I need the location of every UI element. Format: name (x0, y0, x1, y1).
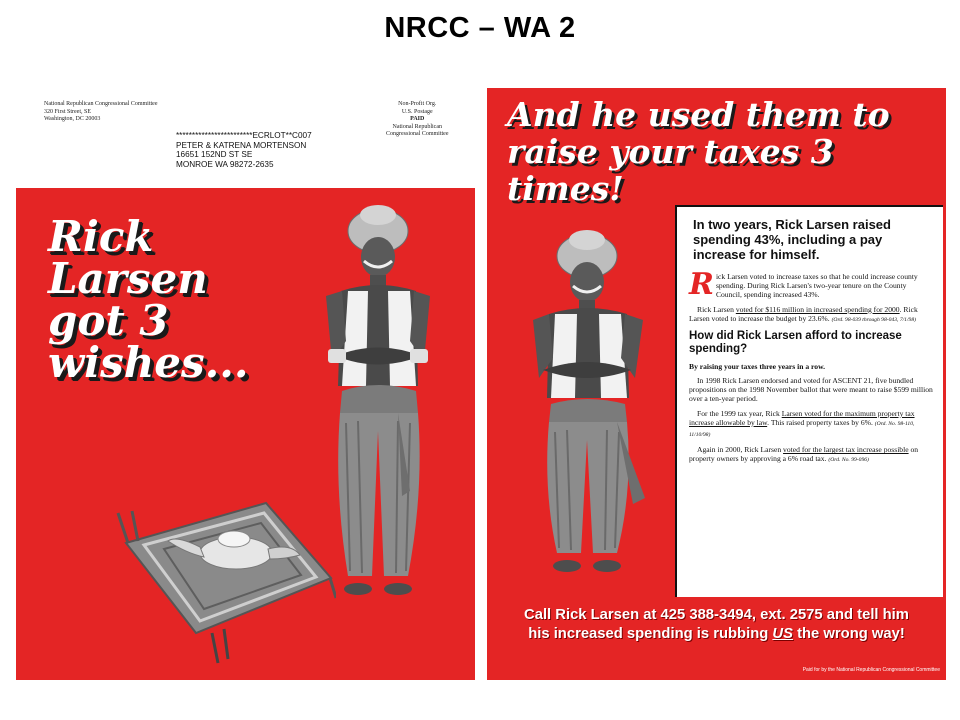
body-paragraph (689, 305, 933, 325)
cta-emphasis: US (772, 626, 793, 642)
cta-text: the wrong way! (792, 626, 905, 642)
cta-line: Call Rick Larsen at 425 388-3494, ext. 2575 and tell him (524, 607, 909, 623)
addressee-line: PETER & KATRENA MORTENSON (176, 140, 307, 150)
mailer-front-panel (16, 88, 475, 680)
back-headline-line: raise your taxes 3 (507, 132, 834, 171)
back-headline (507, 96, 946, 207)
return-address (44, 101, 157, 124)
addressee-block (176, 131, 312, 169)
addressee-line: ************************ECRLOT**C007 (176, 131, 312, 140)
postage-line: U.S. Postage (401, 108, 433, 115)
box-headline: In two years, Rick Larsen raised spending 43%, including a pay increase for himself. (693, 217, 891, 262)
postage-line: PAID (410, 116, 425, 122)
cta-line (487, 625, 946, 644)
slide-title: NRCC – WA 2 (384, 12, 576, 44)
return-address-line: 320 First Street, SE (44, 108, 92, 115)
ordinance-citation: (Ord. No. 98-110, 11/10/98) (689, 420, 915, 439)
paragraph-text: Again in 2000, Rick Larsen (697, 445, 784, 455)
body-paragraph (689, 445, 933, 465)
paragraph-text: . Rick Larsen voted to increase the budget by 23.6%. (689, 304, 918, 323)
postage-indicia (386, 101, 449, 139)
lead-sentence: By raising your taxes three years in a row. (689, 362, 826, 372)
front-headline-line: got 3 (48, 296, 169, 345)
paragraph-text: on property owners by approving a 6% road tax. (689, 445, 919, 464)
front-headline (48, 212, 308, 387)
ordinance-citation: (Ord. No. 99-096) (828, 457, 869, 464)
addressee-line: MONROE WA 98272-2635 (176, 159, 274, 169)
front-headline-line: Larsen (48, 254, 208, 303)
mailing-label-area (16, 88, 475, 188)
call-to-action (487, 606, 946, 644)
postage-line: Congressional Committee (386, 131, 449, 137)
back-headline-line: times! (507, 169, 624, 208)
underlined-text: Larsen voted for the maximum property tax increase allowable by law (689, 408, 915, 427)
postage-line: National Republican (392, 123, 442, 130)
body-paragraph (689, 409, 933, 441)
box-subheading: How did Rick Larsen afford to increase spending? (689, 330, 902, 356)
body-paragraph (689, 376, 933, 404)
issue-text-box (675, 205, 943, 597)
carpet-and-lamp-photo (116, 483, 336, 668)
paragraph-text: Rick Larsen (697, 304, 736, 314)
postage-line: Non-Profit Org. (398, 101, 437, 107)
underlined-text: voted for the largest tax increase possible (783, 445, 909, 455)
genie-photo (519, 218, 669, 583)
paid-for-disclaimer: Paid for by the National Republican Congressional Committee (802, 667, 940, 673)
front-headline-line: Rick (48, 212, 154, 261)
paragraph-text: . This raised property taxes by 6%. (767, 417, 873, 427)
cta-text: his increased spending is rubbing (528, 626, 773, 642)
paragraph-text: In 1998 Rick Larsen endorsed and voted for ASCENT 21, five bundled propositions on the 1998 November ballot that were meant to raise $599 million over a ten-year period. (689, 376, 933, 404)
ordinance-citation: (Ord. 98-039 through 98-043, 7/1/98) (831, 316, 916, 323)
underlined-text: voted for $116 million in increased spending for 2000 (735, 304, 900, 314)
drop-cap: R (689, 267, 714, 302)
paragraph-text: For the 1999 tax year, Rick (697, 408, 782, 418)
paragraph-text: ick Larsen voted to increase taxes so that he could increase county spending. During Rick Larsen's two-year tenure on the County Council, spending increased 43%. (715, 272, 918, 300)
return-address-line: National Republican Congressional Committee (44, 101, 158, 107)
front-headline-line: wishes... (48, 338, 249, 387)
return-address-line: Washington, DC 20003 (44, 116, 101, 122)
back-headline-line: And he used them to (507, 95, 890, 134)
body-paragraph (689, 267, 933, 302)
mailer-back-panel (487, 88, 946, 680)
addressee-line: 16651 152ND ST SE (176, 150, 253, 160)
